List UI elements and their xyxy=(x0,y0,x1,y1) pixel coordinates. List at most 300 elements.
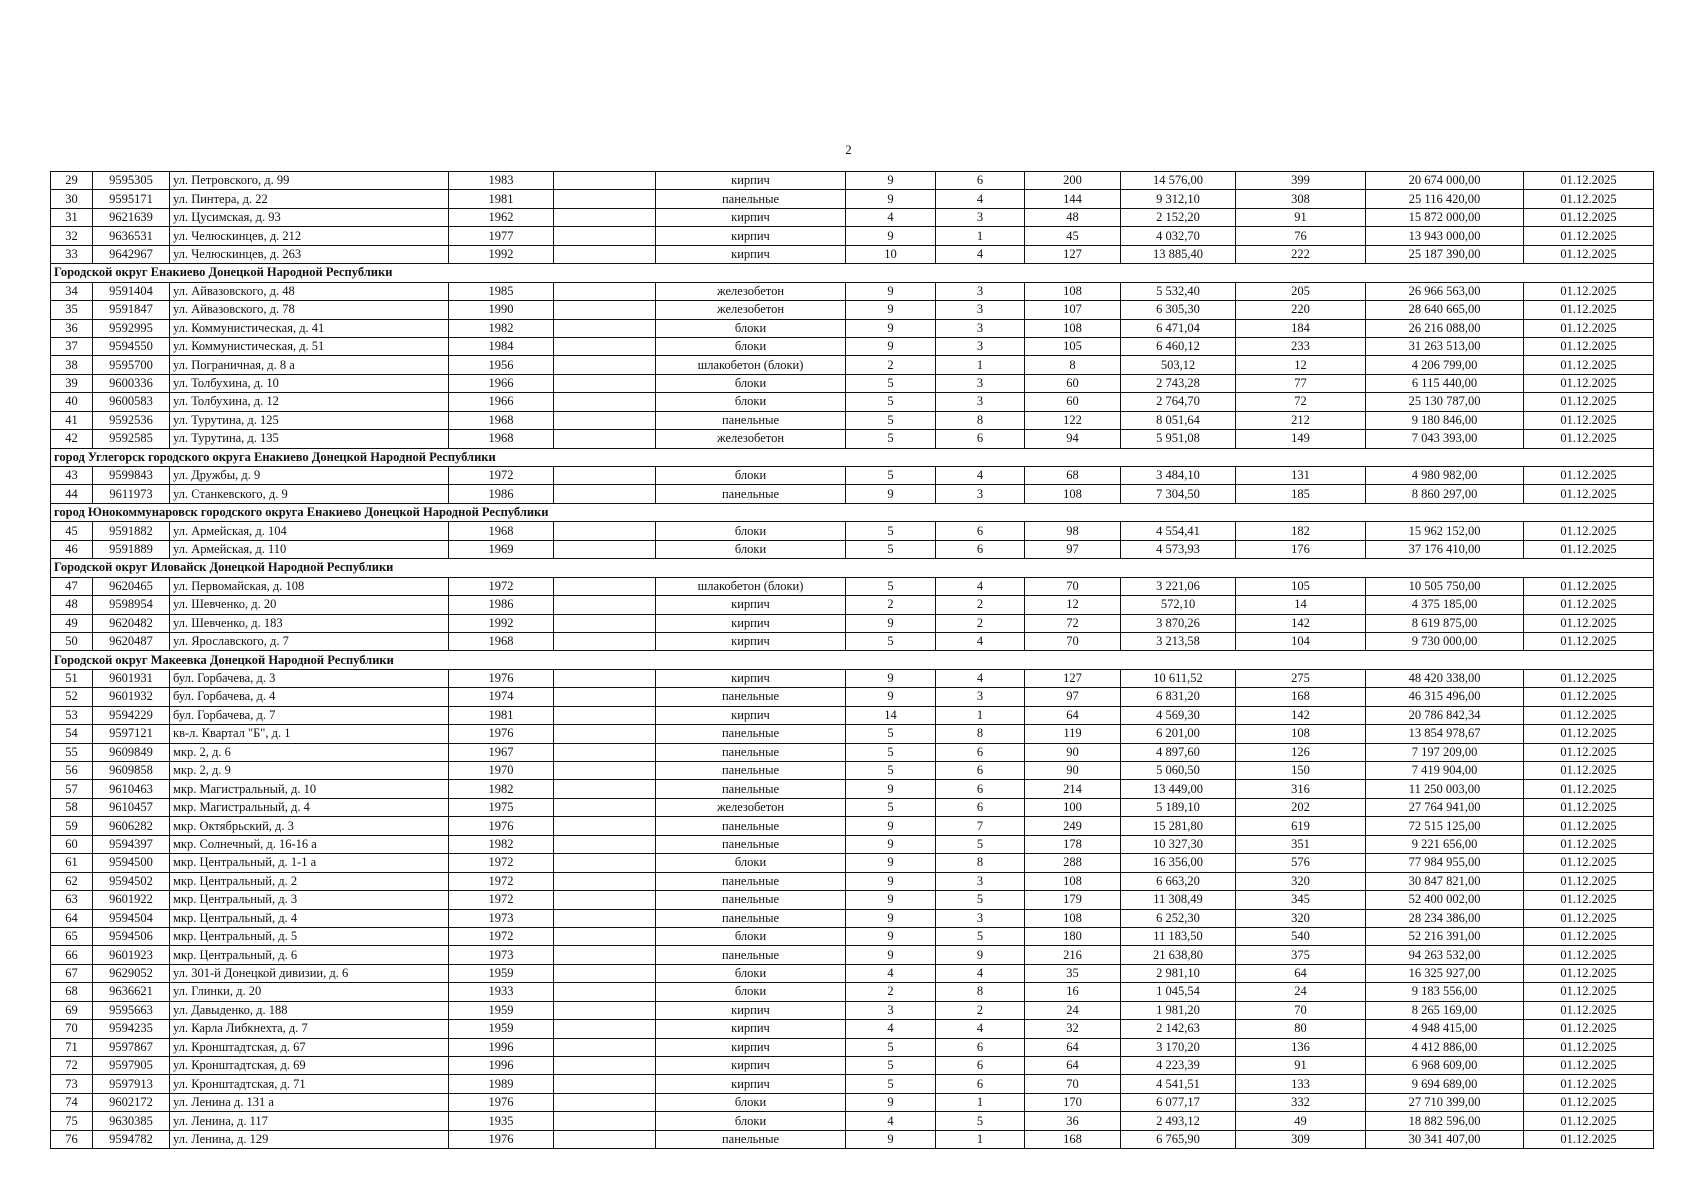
cell-floors: 9 xyxy=(846,909,936,927)
cell-address: ул. Толбухина, д. 10 xyxy=(170,374,449,392)
cell-apartments: 214 xyxy=(1025,780,1121,798)
cell-year-built: 1968 xyxy=(449,430,554,448)
cell-floors: 5 xyxy=(846,632,936,650)
cell-blank-column xyxy=(554,245,656,263)
cell-area: 2 981,10 xyxy=(1121,964,1236,982)
cell-year-built: 1984 xyxy=(449,337,554,355)
group-title: Городской округ Макеевка Донецкой Народной Республики xyxy=(51,651,1654,669)
cell-residents: 540 xyxy=(1236,927,1366,945)
cell-floors: 9 xyxy=(846,190,936,208)
cell-deadline: 01.12.2025 xyxy=(1524,872,1654,890)
cell-floors: 9 xyxy=(846,485,936,503)
cell-area: 8 051,64 xyxy=(1121,411,1236,429)
cell-address: ул. Шевченко, д. 20 xyxy=(170,596,449,614)
cell-area: 6 252,30 xyxy=(1121,909,1236,927)
cell-cost: 9 183 556,00 xyxy=(1366,983,1524,1001)
cell-residents: 142 xyxy=(1236,706,1366,724)
cell-apartments: 127 xyxy=(1025,245,1121,263)
cell-apartments: 64 xyxy=(1025,706,1121,724)
cell-address: ул. Турутина, д. 125 xyxy=(170,411,449,429)
cell-cost: 27 764 941,00 xyxy=(1366,798,1524,816)
cell-building-id: 9621639 xyxy=(93,208,170,226)
cell-apartments: 68 xyxy=(1025,467,1121,485)
cell-residents: 320 xyxy=(1236,909,1366,927)
cell-row-number: 69 xyxy=(51,1001,93,1019)
cell-building-id: 9592585 xyxy=(93,430,170,448)
cell-entrances: 8 xyxy=(936,983,1025,1001)
cell-year-built: 1973 xyxy=(449,946,554,964)
cell-building-id: 9602172 xyxy=(93,1093,170,1111)
cell-apartments: 288 xyxy=(1025,854,1121,872)
cell-wall-material: кирпич xyxy=(656,1075,846,1093)
cell-row-number: 35 xyxy=(51,301,93,319)
cell-apartments: 60 xyxy=(1025,374,1121,392)
cell-cost: 77 984 955,00 xyxy=(1366,854,1524,872)
cell-wall-material: кирпич xyxy=(656,172,846,190)
cell-building-id: 9597121 xyxy=(93,725,170,743)
cell-deadline: 01.12.2025 xyxy=(1524,1038,1654,1056)
cell-year-built: 1959 xyxy=(449,1001,554,1019)
cell-apartments: 98 xyxy=(1025,522,1121,540)
group-header-row xyxy=(51,264,1654,282)
cell-residents: 205 xyxy=(1236,282,1366,300)
cell-residents: 332 xyxy=(1236,1093,1366,1111)
cell-deadline: 01.12.2025 xyxy=(1524,301,1654,319)
cell-blank-column xyxy=(554,301,656,319)
cell-address: ул. Ленина, д. 117 xyxy=(170,1112,449,1130)
cell-building-id: 9629052 xyxy=(93,964,170,982)
table-row xyxy=(51,817,1654,835)
cell-entrances: 5 xyxy=(936,835,1025,853)
cell-entrances: 4 xyxy=(936,632,1025,650)
cell-residents: 168 xyxy=(1236,688,1366,706)
cell-wall-material: кирпич xyxy=(656,227,846,245)
cell-year-built: 1935 xyxy=(449,1112,554,1130)
cell-entrances: 3 xyxy=(936,374,1025,392)
cell-area: 4 569,30 xyxy=(1121,706,1236,724)
cell-cost: 27 710 399,00 xyxy=(1366,1093,1524,1111)
cell-residents: 142 xyxy=(1236,614,1366,632)
cell-floors: 9 xyxy=(846,669,936,687)
cell-residents: 108 xyxy=(1236,725,1366,743)
cell-building-id: 9594550 xyxy=(93,337,170,355)
cell-floors: 9 xyxy=(846,172,936,190)
cell-cost: 30 847 821,00 xyxy=(1366,872,1524,890)
table-row xyxy=(51,245,1654,263)
cell-floors: 5 xyxy=(846,1057,936,1075)
cell-floors: 4 xyxy=(846,208,936,226)
cell-entrances: 4 xyxy=(936,467,1025,485)
cell-deadline: 01.12.2025 xyxy=(1524,1020,1654,1038)
cell-deadline: 01.12.2025 xyxy=(1524,319,1654,337)
cell-address: ул. Коммунистическая, д. 51 xyxy=(170,337,449,355)
cell-building-id: 9598954 xyxy=(93,596,170,614)
table-row xyxy=(51,374,1654,392)
cell-cost: 10 505 750,00 xyxy=(1366,577,1524,595)
cell-row-number: 32 xyxy=(51,227,93,245)
cell-floors: 9 xyxy=(846,1130,936,1148)
cell-cost: 7 197 209,00 xyxy=(1366,743,1524,761)
cell-year-built: 1973 xyxy=(449,909,554,927)
table-row xyxy=(51,835,1654,853)
cell-year-built: 1975 xyxy=(449,798,554,816)
cell-blank-column xyxy=(554,430,656,448)
cell-area: 1 981,20 xyxy=(1121,1001,1236,1019)
cell-floors: 5 xyxy=(846,798,936,816)
cell-cost: 9 730 000,00 xyxy=(1366,632,1524,650)
cell-deadline: 01.12.2025 xyxy=(1524,411,1654,429)
cell-address: ул. Челюскинцев, д. 263 xyxy=(170,245,449,263)
cell-row-number: 44 xyxy=(51,485,93,503)
cell-wall-material: железобетон xyxy=(656,301,846,319)
cell-blank-column xyxy=(554,1093,656,1111)
cell-cost: 26 966 563,00 xyxy=(1366,282,1524,300)
cell-area: 10 327,30 xyxy=(1121,835,1236,853)
cell-entrances: 1 xyxy=(936,1130,1025,1148)
cell-area: 10 611,52 xyxy=(1121,669,1236,687)
cell-cost: 25 187 390,00 xyxy=(1366,245,1524,263)
cell-deadline: 01.12.2025 xyxy=(1524,430,1654,448)
cell-address: мкр. Магистральный, д. 10 xyxy=(170,780,449,798)
cell-entrances: 6 xyxy=(936,762,1025,780)
cell-cost: 52 216 391,00 xyxy=(1366,927,1524,945)
table-row xyxy=(51,1001,1654,1019)
cell-blank-column xyxy=(554,798,656,816)
cell-wall-material: панельные xyxy=(656,743,846,761)
cell-cost: 8 860 297,00 xyxy=(1366,485,1524,503)
cell-apartments: 180 xyxy=(1025,927,1121,945)
cell-deadline: 01.12.2025 xyxy=(1524,706,1654,724)
cell-blank-column xyxy=(554,983,656,1001)
housing-registry-table xyxy=(50,171,1654,1149)
cell-deadline: 01.12.2025 xyxy=(1524,725,1654,743)
cell-apartments: 72 xyxy=(1025,614,1121,632)
cell-building-id: 9601931 xyxy=(93,669,170,687)
cell-entrances: 2 xyxy=(936,614,1025,632)
cell-cost: 31 263 513,00 xyxy=(1366,337,1524,355)
cell-apartments: 216 xyxy=(1025,946,1121,964)
cell-residents: 309 xyxy=(1236,1130,1366,1148)
cell-area: 5 532,40 xyxy=(1121,282,1236,300)
cell-address: бул. Горбачева, д. 3 xyxy=(170,669,449,687)
cell-address: ул. Челюскинцев, д. 212 xyxy=(170,227,449,245)
cell-floors: 9 xyxy=(846,688,936,706)
cell-blank-column xyxy=(554,411,656,429)
cell-address: ул. Кронштадтская, д. 71 xyxy=(170,1075,449,1093)
cell-area: 2 743,28 xyxy=(1121,374,1236,392)
table-row xyxy=(51,430,1654,448)
cell-row-number: 72 xyxy=(51,1057,93,1075)
cell-residents: 375 xyxy=(1236,946,1366,964)
cell-row-number: 70 xyxy=(51,1020,93,1038)
cell-year-built: 1983 xyxy=(449,172,554,190)
cell-cost: 13 854 978,67 xyxy=(1366,725,1524,743)
cell-entrances: 3 xyxy=(936,485,1025,503)
cell-entrances: 1 xyxy=(936,227,1025,245)
cell-residents: 185 xyxy=(1236,485,1366,503)
cell-deadline: 01.12.2025 xyxy=(1524,688,1654,706)
group-title: Городской округ Иловайск Донецкой Народной Республики xyxy=(51,559,1654,577)
group-header-row xyxy=(51,651,1654,669)
table-row xyxy=(51,411,1654,429)
cell-apartments: 97 xyxy=(1025,540,1121,558)
cell-floors: 9 xyxy=(846,891,936,909)
cell-year-built: 1972 xyxy=(449,872,554,890)
cell-deadline: 01.12.2025 xyxy=(1524,798,1654,816)
table-row xyxy=(51,780,1654,798)
cell-row-number: 50 xyxy=(51,632,93,650)
cell-entrances: 3 xyxy=(936,393,1025,411)
cell-blank-column xyxy=(554,522,656,540)
cell-deadline: 01.12.2025 xyxy=(1524,356,1654,374)
cell-area: 503,12 xyxy=(1121,356,1236,374)
table-row xyxy=(51,301,1654,319)
cell-address: ул. Станкевского, д. 9 xyxy=(170,485,449,503)
cell-residents: 222 xyxy=(1236,245,1366,263)
cell-residents: 320 xyxy=(1236,872,1366,890)
table-row xyxy=(51,1075,1654,1093)
cell-blank-column xyxy=(554,964,656,982)
cell-wall-material: кирпич xyxy=(656,632,846,650)
cell-cost: 8 265 169,00 xyxy=(1366,1001,1524,1019)
cell-entrances: 7 xyxy=(936,817,1025,835)
cell-row-number: 58 xyxy=(51,798,93,816)
cell-entrances: 8 xyxy=(936,725,1025,743)
cell-apartments: 32 xyxy=(1025,1020,1121,1038)
cell-deadline: 01.12.2025 xyxy=(1524,208,1654,226)
table-row xyxy=(51,946,1654,964)
cell-address: бул. Горбачева, д. 4 xyxy=(170,688,449,706)
cell-floors: 4 xyxy=(846,964,936,982)
table-row xyxy=(51,522,1654,540)
cell-wall-material: панельные xyxy=(656,909,846,927)
cell-residents: 308 xyxy=(1236,190,1366,208)
cell-building-id: 9601932 xyxy=(93,688,170,706)
cell-row-number: 65 xyxy=(51,927,93,945)
cell-blank-column xyxy=(554,190,656,208)
cell-deadline: 01.12.2025 xyxy=(1524,983,1654,1001)
cell-year-built: 1986 xyxy=(449,485,554,503)
cell-area: 5 951,08 xyxy=(1121,430,1236,448)
cell-floors: 2 xyxy=(846,596,936,614)
table-row xyxy=(51,227,1654,245)
cell-blank-column xyxy=(554,909,656,927)
cell-residents: 72 xyxy=(1236,393,1366,411)
cell-wall-material: кирпич xyxy=(656,1001,846,1019)
cell-blank-column xyxy=(554,577,656,595)
cell-row-number: 53 xyxy=(51,706,93,724)
cell-cost: 28 234 386,00 xyxy=(1366,909,1524,927)
cell-area: 1 045,54 xyxy=(1121,983,1236,1001)
cell-wall-material: блоки xyxy=(656,522,846,540)
cell-building-id: 9609858 xyxy=(93,762,170,780)
registry-body xyxy=(51,172,1654,1149)
cell-deadline: 01.12.2025 xyxy=(1524,743,1654,761)
cell-blank-column xyxy=(554,356,656,374)
cell-entrances: 8 xyxy=(936,411,1025,429)
cell-residents: 12 xyxy=(1236,356,1366,374)
cell-wall-material: панельные xyxy=(656,190,846,208)
cell-cost: 4 412 886,00 xyxy=(1366,1038,1524,1056)
cell-year-built: 1959 xyxy=(449,964,554,982)
table-row xyxy=(51,172,1654,190)
cell-building-id: 9597905 xyxy=(93,1057,170,1075)
cell-year-built: 1977 xyxy=(449,227,554,245)
cell-cost: 20 674 000,00 xyxy=(1366,172,1524,190)
cell-floors: 9 xyxy=(846,817,936,835)
cell-area: 4 573,93 xyxy=(1121,540,1236,558)
cell-wall-material: блоки xyxy=(656,374,846,392)
cell-apartments: 16 xyxy=(1025,983,1121,1001)
cell-cost: 52 400 002,00 xyxy=(1366,891,1524,909)
cell-wall-material: панельные xyxy=(656,946,846,964)
cell-area: 4 897,60 xyxy=(1121,743,1236,761)
cell-floors: 9 xyxy=(846,780,936,798)
cell-residents: 149 xyxy=(1236,430,1366,448)
cell-row-number: 41 xyxy=(51,411,93,429)
cell-deadline: 01.12.2025 xyxy=(1524,946,1654,964)
cell-row-number: 45 xyxy=(51,522,93,540)
cell-floors: 5 xyxy=(846,725,936,743)
cell-wall-material: кирпич xyxy=(656,706,846,724)
cell-address: ул. Турутина, д. 135 xyxy=(170,430,449,448)
cell-area: 6 460,12 xyxy=(1121,337,1236,355)
cell-area: 6 831,20 xyxy=(1121,688,1236,706)
cell-wall-material: блоки xyxy=(656,983,846,1001)
cell-cost: 25 116 420,00 xyxy=(1366,190,1524,208)
cell-entrances: 6 xyxy=(936,522,1025,540)
cell-floors: 9 xyxy=(846,319,936,337)
cell-apartments: 200 xyxy=(1025,172,1121,190)
cell-entrances: 6 xyxy=(936,743,1025,761)
cell-apartments: 108 xyxy=(1025,872,1121,890)
cell-cost: 4 948 415,00 xyxy=(1366,1020,1524,1038)
table-row xyxy=(51,319,1654,337)
cell-apartments: 36 xyxy=(1025,1112,1121,1130)
cell-row-number: 74 xyxy=(51,1093,93,1111)
cell-address: кв-л. Квартал "Б", д. 1 xyxy=(170,725,449,743)
cell-building-id: 9599843 xyxy=(93,467,170,485)
cell-year-built: 1933 xyxy=(449,983,554,1001)
cell-area: 4 032,70 xyxy=(1121,227,1236,245)
cell-building-id: 9594504 xyxy=(93,909,170,927)
cell-address: мкр. Солнечный, д. 16-16 а xyxy=(170,835,449,853)
table-row xyxy=(51,964,1654,982)
page-number: 2 xyxy=(845,142,852,157)
cell-row-number: 37 xyxy=(51,337,93,355)
cell-cost: 20 786 842,34 xyxy=(1366,706,1524,724)
cell-wall-material: блоки xyxy=(656,1093,846,1111)
cell-area: 15 281,80 xyxy=(1121,817,1236,835)
cell-deadline: 01.12.2025 xyxy=(1524,282,1654,300)
cell-residents: 80 xyxy=(1236,1020,1366,1038)
cell-year-built: 1970 xyxy=(449,762,554,780)
cell-building-id: 9595700 xyxy=(93,356,170,374)
cell-address: ул. Глинки, д. 20 xyxy=(170,983,449,1001)
cell-year-built: 1956 xyxy=(449,356,554,374)
cell-apartments: 90 xyxy=(1025,743,1121,761)
cell-building-id: 9609849 xyxy=(93,743,170,761)
cell-address: ул. Айвазовского, д. 48 xyxy=(170,282,449,300)
cell-address: мкр. Центральный, д. 6 xyxy=(170,946,449,964)
cell-cost: 37 176 410,00 xyxy=(1366,540,1524,558)
cell-entrances: 6 xyxy=(936,540,1025,558)
cell-cost: 15 872 000,00 xyxy=(1366,208,1524,226)
cell-floors: 5 xyxy=(846,393,936,411)
cell-blank-column xyxy=(554,319,656,337)
cell-cost: 30 341 407,00 xyxy=(1366,1130,1524,1148)
cell-blank-column xyxy=(554,817,656,835)
cell-entrances: 4 xyxy=(936,245,1025,263)
cell-area: 9 312,10 xyxy=(1121,190,1236,208)
cell-year-built: 1959 xyxy=(449,1020,554,1038)
cell-wall-material: кирпич xyxy=(656,1020,846,1038)
cell-year-built: 1968 xyxy=(449,411,554,429)
cell-entrances: 6 xyxy=(936,172,1025,190)
cell-row-number: 31 xyxy=(51,208,93,226)
cell-cost: 13 943 000,00 xyxy=(1366,227,1524,245)
cell-year-built: 1972 xyxy=(449,467,554,485)
cell-year-built: 1982 xyxy=(449,319,554,337)
cell-building-id: 9597867 xyxy=(93,1038,170,1056)
cell-apartments: 70 xyxy=(1025,577,1121,595)
cell-deadline: 01.12.2025 xyxy=(1524,891,1654,909)
cell-year-built: 1972 xyxy=(449,854,554,872)
cell-entrances: 1 xyxy=(936,1093,1025,1111)
cell-apartments: 170 xyxy=(1025,1093,1121,1111)
cell-wall-material: блоки xyxy=(656,337,846,355)
cell-building-id: 9594502 xyxy=(93,872,170,890)
cell-entrances: 6 xyxy=(936,1038,1025,1056)
cell-floors: 9 xyxy=(846,835,936,853)
cell-entrances: 3 xyxy=(936,688,1025,706)
cell-entrances: 3 xyxy=(936,319,1025,337)
cell-residents: 202 xyxy=(1236,798,1366,816)
cell-row-number: 64 xyxy=(51,909,93,927)
cell-deadline: 01.12.2025 xyxy=(1524,540,1654,558)
cell-wall-material: панельные xyxy=(656,725,846,743)
cell-entrances: 5 xyxy=(936,927,1025,945)
table-row xyxy=(51,485,1654,503)
table-row xyxy=(51,1112,1654,1130)
cell-floors: 3 xyxy=(846,1001,936,1019)
cell-cost: 9 180 846,00 xyxy=(1366,411,1524,429)
cell-apartments: 179 xyxy=(1025,891,1121,909)
cell-row-number: 68 xyxy=(51,983,93,1001)
cell-cost: 9 694 689,00 xyxy=(1366,1075,1524,1093)
cell-residents: 176 xyxy=(1236,540,1366,558)
cell-residents: 233 xyxy=(1236,337,1366,355)
cell-address: ул. 301-й Донецкой дивизии, д. 6 xyxy=(170,964,449,982)
cell-wall-material: панельные xyxy=(656,872,846,890)
cell-blank-column xyxy=(554,927,656,945)
cell-floors: 9 xyxy=(846,927,936,945)
cell-area: 6 201,00 xyxy=(1121,725,1236,743)
cell-wall-material: панельные xyxy=(656,411,846,429)
cell-residents: 351 xyxy=(1236,835,1366,853)
cell-cost: 15 962 152,00 xyxy=(1366,522,1524,540)
cell-cost: 7 419 904,00 xyxy=(1366,762,1524,780)
cell-entrances: 3 xyxy=(936,909,1025,927)
cell-building-id: 9594397 xyxy=(93,835,170,853)
cell-blank-column xyxy=(554,688,656,706)
cell-floors: 5 xyxy=(846,467,936,485)
cell-building-id: 9594782 xyxy=(93,1130,170,1148)
cell-entrances: 6 xyxy=(936,1057,1025,1075)
cell-address: мкр. Центральный, д. 2 xyxy=(170,872,449,890)
table-row xyxy=(51,467,1654,485)
cell-year-built: 1976 xyxy=(449,1130,554,1148)
